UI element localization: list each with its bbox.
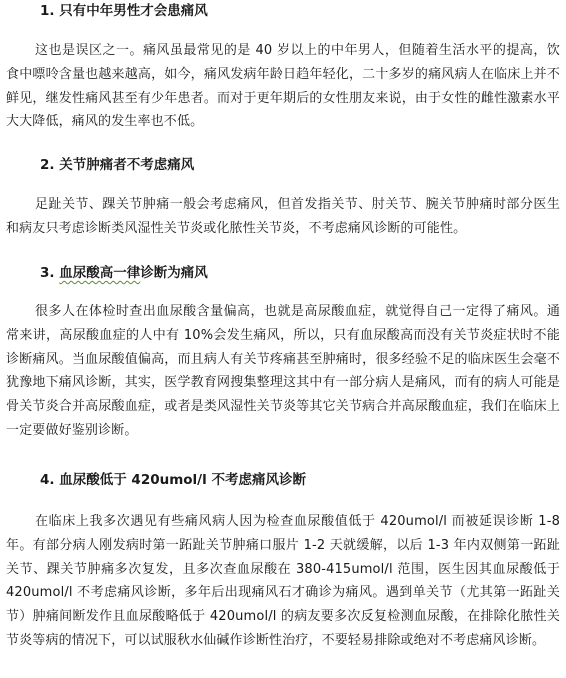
section-3-title-prefix: 3. bbox=[40, 265, 60, 281]
section-3-title bbox=[40, 264, 208, 282]
section-4-title: 4. 血尿酸低于 420umol/l 不考虑痛风诊断 bbox=[40, 472, 306, 488]
section-3-title-suffix: 诊断为痛风 bbox=[140, 265, 208, 281]
section-3-title-marked: 血尿酸高一律 bbox=[59, 265, 141, 281]
section-2-title: 2. 关节肿痛者不考虑痛风 bbox=[40, 157, 195, 173]
section-4-body: 在临床上我多次遇见有些痛风病人因为检查血尿酸值低于 420umol/l 而被延误诊断 1-8 年。有部分病人刚发病时第一跖趾关节肿痛口服片 1-2 天就缓解，以后 1-3 年内双侧第一跖趾关节、踝关节肿痛多次复发，且多次查血尿酸在 380-415umol/l 范围，医生因其血尿酸低于 420umol/l 不考虑痛风诊断，多年后出现痛风石才确诊为痛风。遇到单关节（尤其第一跖趾关节）肿痛间断发作且血尿酸略低于 420umol/l 的病友要多次反复检测血尿酸，在排除化脓性关节炎等病的情况下，可以试服秋水仙碱作诊断性治疗，不要轻易排除或绝对不考虑痛风诊断。 bbox=[6, 514, 560, 648]
section-1-body: 这也是误区之一。痛风虽最常见的是 40 岁以上的中年男人，但随着生活水平的提高，饮食中嘌呤含量也越来越高，如今，痛风发病年龄日趋年轻化，二十多岁的痛风病人在临床上并不鲜见，继发性痛风甚至有少年患者。而对于更年期后的女性朋友来说，由于女性的雌性激素水平大大降低，痛风的发生率也不低。 bbox=[6, 43, 560, 130]
section-2-body: 足趾关节、踝关节肿痛一般会考虑痛风，但首发指关节、肘关节、腕关节肿痛时部分医生和病友只考虑诊断类风湿性关节炎或化脓性关节炎，不考虑痛风诊断的可能性。 bbox=[6, 197, 560, 236]
section-3-body: 很多人在体检时查出血尿酸含量偏高，也就是高尿酸血症，就觉得自己一定得了痛风。通常来讲，高尿酸血症的人中有 10%会发生痛风，所以，只有血尿酸高而没有关节炎症状时不能诊断痛风。当血尿酸值偏高，而且病人有关节疼痛甚至肿痛时，很多经验不足的临床医生会毫不犹豫地下痛风诊断，其实，医学教育网搜集整理这其中有一部分病人是痛风，而有的病人可能是骨关节炎合并高尿酸血症，或者是类风湿性关节炎等其它关节病合并高尿酸血症，我们在临床上一定要做好鉴别诊断。 bbox=[6, 304, 560, 438]
section-1-title: 1. 只有中年男性才会患痛风 bbox=[40, 3, 208, 19]
